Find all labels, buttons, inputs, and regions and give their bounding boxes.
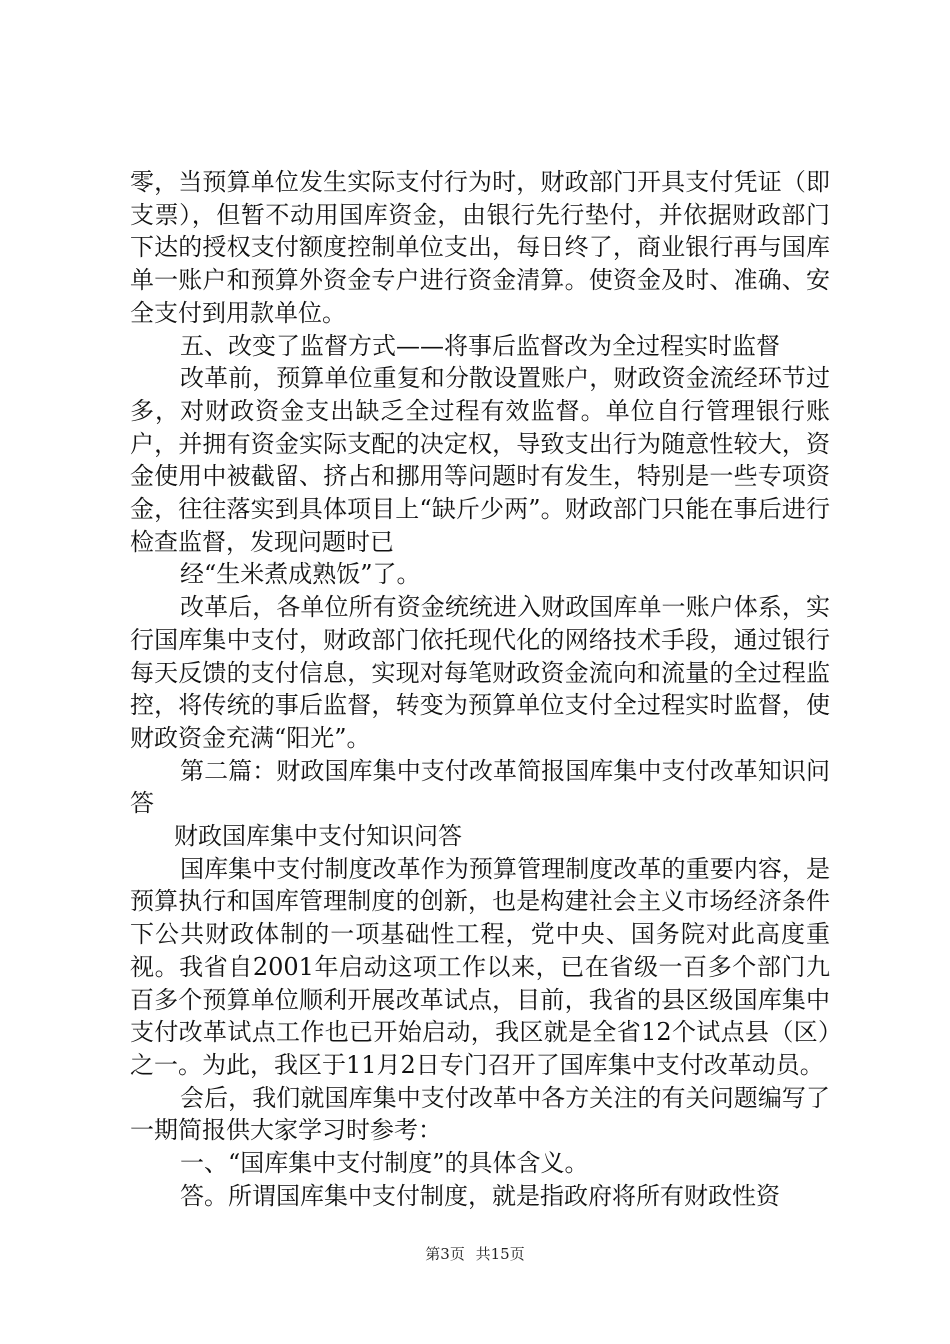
subtitle-qa: 财政国库集中支付知识问答 (174, 822, 462, 851)
chapter-heading-2: 第二篇：财政国库集中支付改革简报国库集中支付改革知识问答 (130, 756, 830, 818)
answer-paragraph-1: 答。所谓国库集中支付制度，就是指政府将所有财政性资 (180, 1181, 780, 1210)
question-heading-1: 一、“国库集中支付制度”的具体含义。 (180, 1149, 589, 1178)
paragraph-continuation: 经“生米煮成熟饭”了。 (180, 560, 421, 589)
paragraph-1: 零，当预算单位发生实际支付行为时，财政部门开具支付凭证（即支票），但暂不动用国库资金，由银行先行垫付，并依据财政部门下达的授权支付额度控制单位支出，每日终了，商业银行再与国库单一账户和预算外资金专户进行资金清算。使资金及时、准确、安全支付到用款单位。 (130, 168, 830, 327)
page-footer (0, 1244, 950, 1264)
paragraph-briefing: 会后，我们就国库集中支付改革中各方关注的有关问题编写了一期简报供大家学习时参考： (130, 1083, 830, 1145)
paragraph-intro: 国库集中支付制度改革作为预算管理制度改革的重要内容，是预算执行和国库管理制度的创新，也是构建社会主义市场经济条件下公共财政体制的一项基础性工程，党中央、国务院对此高度重视。我省自2001年启动这项工作以来，已在省级一百多个部门九百多个预算单位顺利开展改革试点，目前，我省的县区级国库集中支付改革试点工作也已开始启动，我区就是全省12个试点县（区）之一。为此，我区于11月2日专门召开了国库集中支付改革动员。 (130, 854, 830, 1079)
document-body (130, 166, 830, 1213)
paragraph-before-reform: 改革前，预算单位重复和分散设置账户，财政资金流经环节过多，对财政资金支出缺乏全过程有效监督。单位自行管理银行账户，并拥有资金实际支配的决定权，导致支出行为随意性较大，资金使用中被截留、挤占和挪用等问题时有发生，特别是一些专项资金，往往落实到具体项目上“缺斤少两”。财政部门只能在事后进行检查监督，发现问题时已 (130, 364, 830, 556)
paragraph-after-reform: 改革后，各单位所有资金统统进入财政国库单一账户体系，实行国库集中支付，财政部门依托现代化的网络技术手段，通过银行每天反馈的支付信息，实现对每笔财政资金流向和流量的全过程监控，将传统的事后监督，转变为预算单位支付全过程实时监督，使财政资金充满“阳光”。 (130, 593, 830, 752)
section-heading-5: 五、改变了监督方式——将事后监督改为全过程实时监督 (180, 331, 780, 360)
total-pages: 共15页 (475, 1245, 525, 1263)
page-number: 第3页 (425, 1245, 465, 1263)
